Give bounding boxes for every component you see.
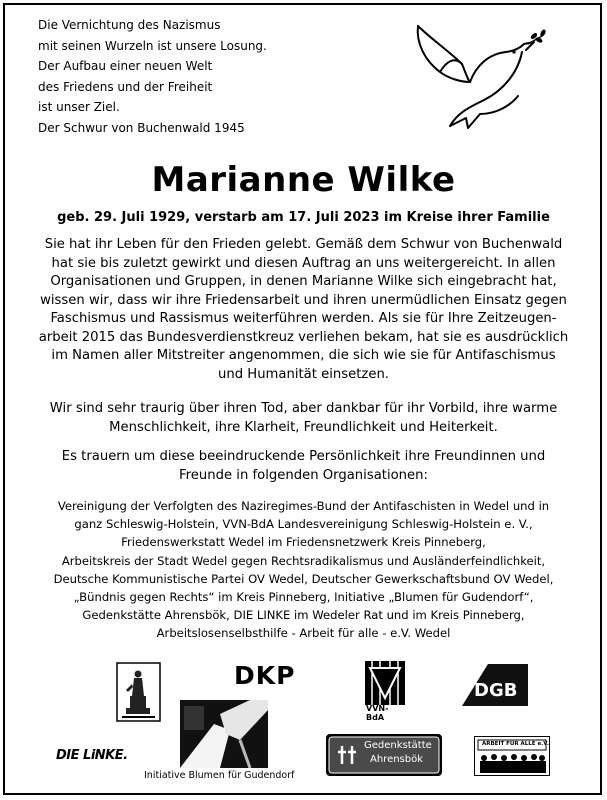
mourning-paragraph: [20, 400, 587, 437]
organisation-line: Arbeitskreis der Stadt Wedel gegen Rechtsradikalismus und Ausländerfeindlichkeit,: [61, 553, 546, 568]
buchenwald-oath: [38, 15, 267, 139]
gudendorf-photo: [180, 700, 268, 768]
organisation-line: Deutsche Kommunistische Partei OV Wedel, Deutscher Gewerkschaftsbund OV Wedel,: [53, 571, 554, 586]
paragraph-line: Sie hat ihr Leben für den Frieden gelebt. Gemäß dem Schwur von Buchenwald: [44, 237, 563, 252]
paragraph-line: hat sie bis zuletzt gewirkt und diesen Auftrag an uns weitergereicht. In allen: [51, 255, 556, 271]
oath-line: Der Schwur von Buchenwald 1945: [38, 120, 245, 135]
arbeit-fuer-alle-logo: [474, 736, 550, 776]
paragraph-line: Menschlichkeit, ihre Klarheit, Freundlichkeit und Heiterkeit.: [109, 419, 498, 435]
mourners-intro: [20, 448, 587, 485]
paragraph-line: im Namen aller Mitstreiter angenommen, die sich wie sie für Antifaschismus: [51, 348, 556, 363]
life-dates: geb. 29. Juli 1929, verstarb am 17. Juli 2023 im Kreise ihrer Familie: [57, 210, 550, 225]
paragraph-line: wissen wir, dass wir ihre Friedensarbeit und ihren unermüdlichen Einsatz gegen: [40, 292, 567, 308]
vvn-triangle-icon: [364, 660, 406, 706]
memorial-statue-icon: [116, 662, 161, 722]
organisation-line: Arbeitslosenselbsthilfe - Arbeit für alle - e.V. Wedel: [156, 626, 451, 641]
sign-line-2: Ahrensbök: [370, 754, 424, 765]
oath-line: Der Aufbau einer neuen Welt: [38, 59, 213, 74]
paragraph-line: Wir sind sehr traurig über ihren Tod, aber dankbar für ihr Vorbild, ihre warme: [49, 401, 558, 416]
dove-icon: [410, 22, 550, 134]
paragraph-line: arbeit 2015 das Bundesverdienstkreuz verliehen bekam, hat sie es ausdrücklich: [38, 329, 569, 345]
paragraph-line: Organisationen und Gruppen, in denen Marianne Wilke sich eingebracht hat,: [50, 274, 557, 289]
oath-line: ist unser Ziel.: [38, 100, 120, 115]
tribute-paragraph: [20, 236, 587, 384]
dkp-logo-text: DKP: [234, 661, 296, 690]
oath-line: mit seinen Wurzeln ist unsere Losung.: [38, 38, 267, 53]
die-linke-logo-text: DIE LiNKE.: [56, 748, 128, 763]
organisation-line: ganz Schleswig-Holstein, VVN-BdA Landesvereinigung Schleswig-Holstein e. V.,: [74, 517, 533, 532]
die-linke-logo: [56, 748, 128, 766]
organisation-line: Gedenkstätte Ahrensbök, DIE LINKE im Wedeler Rat und im Kreis Pinneberg,: [82, 608, 525, 623]
organisations-list: [20, 497, 587, 643]
gedenkstaette-ahrensboek-sign: [326, 734, 442, 776]
arbeit-banner-text: ARBEIT FÜR ALLE e.V.: [482, 741, 549, 747]
paragraph-line: Freunde in folgenden Organisationen:: [179, 467, 428, 483]
paragraph-line: Faschismus und Rassismus weiterführen werden. Als sie für Ihre Zeitzeugen-: [50, 311, 557, 326]
organisation-line: „Bündnis gegen Rechts“ im Kreis Pinneberg, Initiative „Blumen für Gudendorf“,: [73, 590, 534, 605]
vvn-bda-label: VVN-BdA: [366, 704, 389, 722]
dkp-logo: [232, 661, 300, 694]
organisation-line: Vereinigung der Verfolgten des Naziregimes-Bund der Antifaschisten in Wedel und in: [57, 499, 550, 513]
oath-line: Die Vernichtung des Nazismus: [38, 18, 221, 32]
paragraph-line: Es trauern um diese beeindruckende Persönlichkeit ihre Freundinnen und: [61, 449, 546, 464]
deceased-name: Marianne Wilke: [151, 160, 456, 200]
gudendorf-caption: Initiative Blumen für Gudendorf: [144, 770, 295, 781]
crosses-icon: [336, 744, 358, 766]
sign-line-1: Gedenkstätte: [364, 740, 432, 751]
paragraph-line: und Humanität einsetzen.: [218, 366, 389, 382]
oath-line: des Friedens und der Freiheit: [38, 79, 213, 94]
dgb-logo-text: DGB: [474, 680, 518, 701]
dgb-logo: [462, 664, 528, 706]
organisation-line: Friedenswerkstatt Wedel im Friedensnetzwerk Kreis Pinneberg,: [121, 535, 486, 550]
flowers-memorial-icon: [180, 700, 268, 768]
vvn-bda-logo: [364, 660, 406, 722]
